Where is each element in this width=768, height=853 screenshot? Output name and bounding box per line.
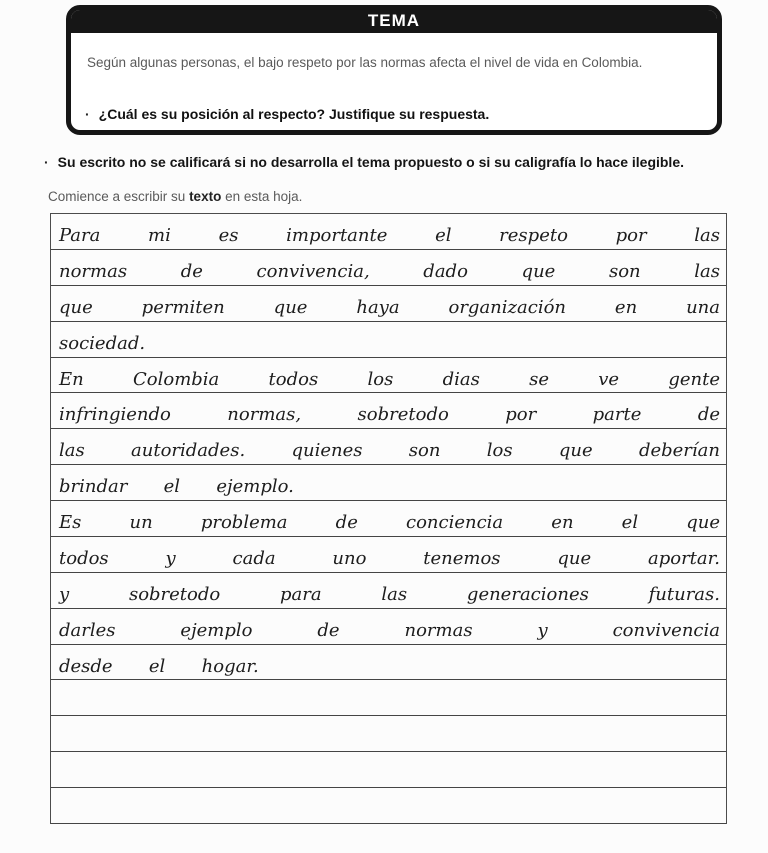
empty-ruled-line bbox=[51, 680, 726, 716]
bullet-marker: · bbox=[85, 106, 90, 122]
handwriting-line: y sobretodo para las generaciones futuras. bbox=[51, 573, 726, 609]
warning-text: Su escrito no se calificará si no desarrolla el tema propuesto o si su caligrafía lo hace ilegible. bbox=[57, 154, 685, 170]
empty-ruled-line bbox=[51, 716, 726, 752]
handwriting-line: Para mi es importante el respeto por las bbox=[51, 214, 726, 250]
handwriting-line: darles ejemplo de normas y convivencia bbox=[51, 609, 726, 645]
writing-sheet bbox=[50, 213, 727, 824]
start-prefix: Comience a escribir su bbox=[48, 189, 190, 204]
tema-box bbox=[66, 5, 722, 135]
empty-ruled-line bbox=[51, 788, 726, 824]
handwriting-line: desde el hogar. bbox=[51, 645, 726, 681]
empty-ruled-line bbox=[51, 752, 726, 788]
handwriting-line: Es un problema de conciencia en el que bbox=[51, 501, 726, 537]
bullet-marker: · bbox=[44, 154, 49, 170]
handwriting-line: las autoridades. quienes son los que deberían bbox=[51, 429, 726, 465]
tema-question: ¿Cuál es su posición al respecto? Justifique su respuesta. bbox=[98, 106, 490, 122]
handwriting-line: normas de convivencia, dado que son las bbox=[51, 250, 726, 286]
handwriting-line: sociedad. bbox=[51, 322, 726, 358]
handwriting-line: brindar el ejemplo. bbox=[51, 465, 726, 501]
start-suffix: en esta hoja. bbox=[221, 189, 303, 204]
warning-row bbox=[44, 154, 750, 170]
tema-title: TEMA bbox=[367, 11, 421, 30]
start-bold-word: texto bbox=[189, 189, 222, 204]
handwriting-line: En Colombia todos los dias se ve gente bbox=[51, 358, 726, 394]
handwriting-line: infringiendo normas, sobretodo por parte de bbox=[51, 393, 726, 429]
tema-question-row bbox=[85, 106, 705, 122]
handwriting-line: que permiten que haya organización en una bbox=[51, 286, 726, 322]
handwriting-line: todos y cada uno tenemos que aportar. bbox=[51, 537, 726, 573]
tema-statement: Según algunas personas, el bajo respeto por las normas afecta el nivel de vida en Colombia. bbox=[87, 55, 643, 70]
tema-header-bar bbox=[70, 9, 718, 33]
start-instruction bbox=[48, 189, 302, 204]
